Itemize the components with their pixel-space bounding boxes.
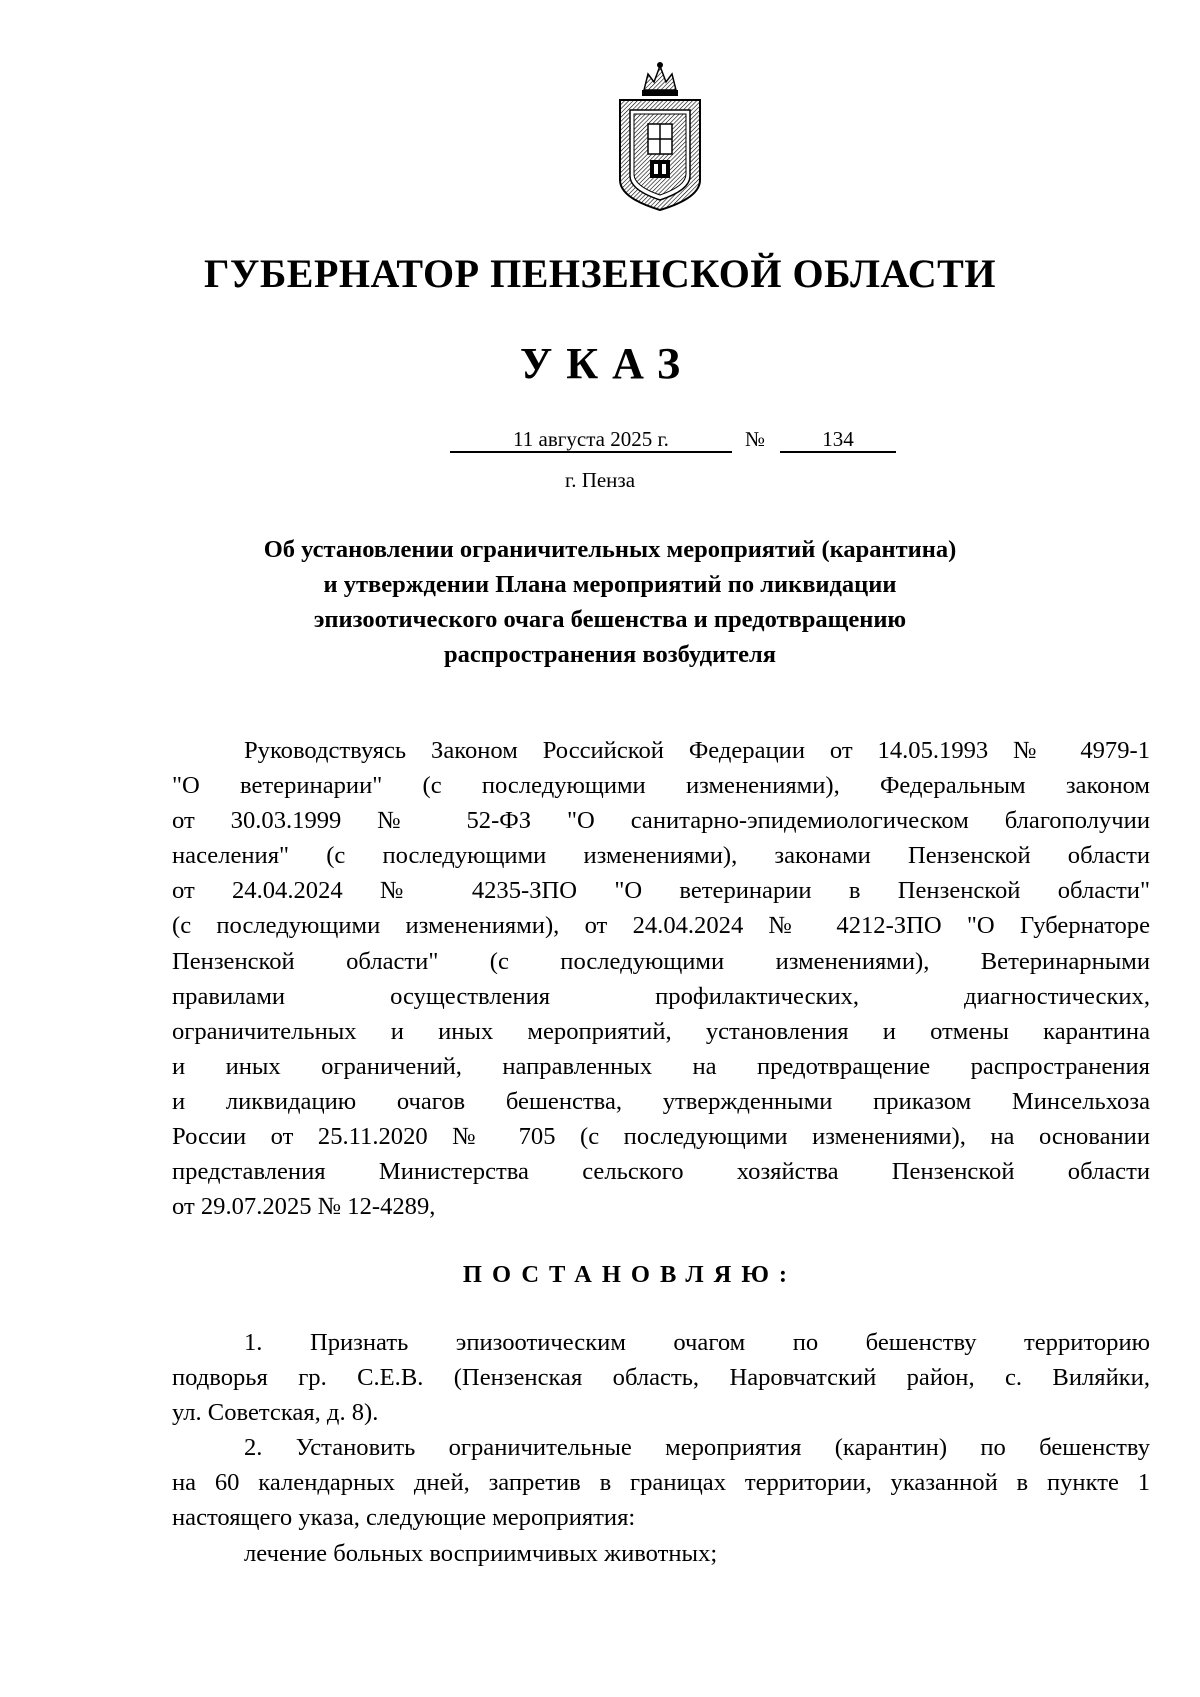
subject-line: эпизоотического очага бешенства и предотвращению xyxy=(313,606,907,633)
preamble-line: Пензенской области" (с последующими изменениями), Ветеринарными xyxy=(172,947,1150,975)
preamble-line: и ликвидацию очагов бешенства, утвержденными приказом Минсельхоза xyxy=(172,1087,1150,1115)
item-line: настоящего указа, следующие мероприятия: xyxy=(172,1504,636,1532)
preamble-line: и иных ограничений, направленных на предотвращение распространения xyxy=(172,1052,1150,1080)
subject-line: Об установлении ограничительных мероприятий (карантина) xyxy=(263,536,957,563)
document-number: 134 xyxy=(780,428,896,453)
document-date: 11 августа 2025 г. xyxy=(450,428,732,453)
item-line: подворья гр. С.Е.В. (Пензенская область, Наровчатский район, с. Виляйки, xyxy=(172,1364,1150,1392)
document-subject xyxy=(170,532,1050,672)
preamble-line: населения" (с последующими изменениями), законами Пензенской области xyxy=(172,842,1150,870)
document-type-title: УКАЗ xyxy=(519,339,695,388)
preamble-line: представления Министерства сельского хозяйства Пензенской области xyxy=(172,1158,1150,1186)
preamble-line: от 24.04.2024 № 4235-ЗПО "О ветеринарии в Пензенской области" xyxy=(172,877,1150,905)
preamble-line: от 29.07.2025 № 12-4289, xyxy=(172,1193,436,1221)
item-line: 2. Установить ограничительные мероприятия (карантин) по бешенству xyxy=(244,1434,1150,1462)
preamble-line: "О ветеринарии" (с последующими изменениями), Федеральным законом xyxy=(172,772,1150,800)
item-line: на 60 календарных дней, запретив в границах территории, указанной в пункте 1 xyxy=(172,1469,1150,1497)
subject-line: и утверждении Плана мероприятий по ликвидации xyxy=(323,571,897,598)
preamble-paragraph xyxy=(172,733,1150,1224)
number-sign: № xyxy=(745,427,766,451)
decree-word: ПОСТАНОВЛЯЮ: xyxy=(462,1261,798,1288)
preamble-line: правилами осуществления профилактических, диагностических, xyxy=(172,982,1150,1010)
item-line: 1. Признать эпизоотическим очагом по бешенству территорию xyxy=(244,1329,1150,1356)
item-line: ул. Советская, д. 8). xyxy=(172,1399,379,1427)
preamble-line: от 30.03.1999 № 52-ФЗ "О санитарно-эпидемиологическом благополучии xyxy=(172,807,1150,835)
preamble-line: Руководствуясь Законом Российской Федерации от 14.05.1993 № 4979-1 xyxy=(244,737,1150,764)
decree-items xyxy=(172,1325,1150,1571)
preamble-line: (с последующими изменениями), от 24.04.2024 № 4212-ЗПО "О Губернаторе xyxy=(172,912,1150,940)
coat-of-arms-emblem xyxy=(614,60,706,215)
preamble-line: России от 25.11.2020 № 705 (с последующими изменениями), на основании xyxy=(172,1123,1150,1151)
document-city: г. Пенза xyxy=(564,468,636,492)
organization-title: ГУБЕРНАТОР ПЕНЗЕНСКОЙ ОБЛАСТИ xyxy=(204,251,996,296)
subject-line: распространения возбудителя xyxy=(443,641,777,668)
preamble-line: ограничительных и иных мероприятий, установления и отмены карантина xyxy=(172,1017,1150,1045)
item-line: лечение больных восприимчивых животных; xyxy=(244,1539,718,1567)
